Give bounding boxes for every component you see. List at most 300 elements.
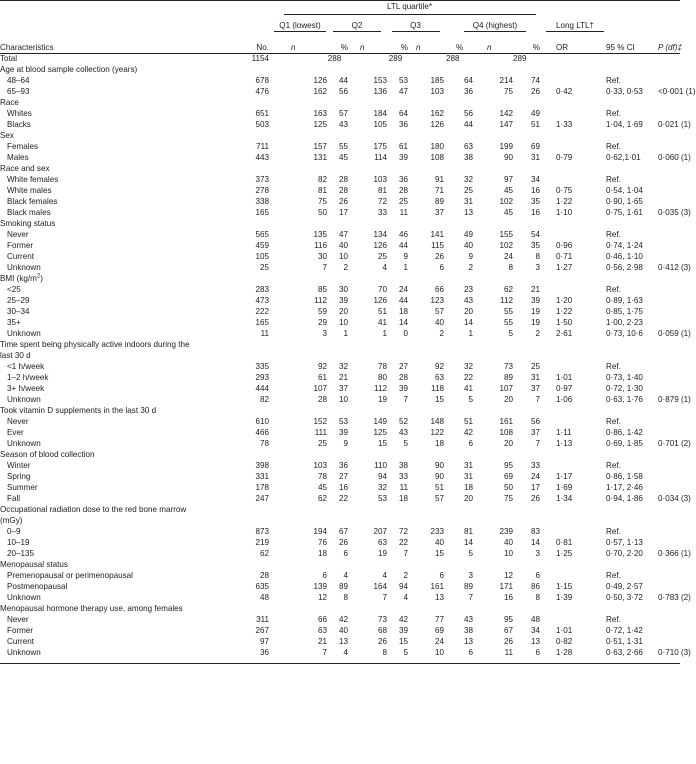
cell-q4-pct: 51 xyxy=(530,120,540,129)
group-header-row xyxy=(0,219,680,230)
row-label: Spring xyxy=(7,472,31,481)
row-label: Former xyxy=(7,241,34,250)
cell-p: 0·412 (3) xyxy=(658,263,691,272)
cell-no: 78 xyxy=(259,439,269,448)
cell-p xyxy=(658,285,680,296)
cell-q4-pct: 69 xyxy=(530,142,540,151)
cell-q4-pct: 8 xyxy=(535,593,540,602)
cell-no: 503 xyxy=(255,120,269,129)
cell-no: 373 xyxy=(255,175,269,184)
cell-ci: 0·33, 0·53 xyxy=(606,87,643,96)
table-row xyxy=(0,483,680,494)
cell-or: 1·13 xyxy=(556,439,573,448)
row-label: Winter xyxy=(7,461,31,470)
cell-q3-n: 180 xyxy=(430,142,444,151)
cell-q1-pct: 67 xyxy=(338,527,348,536)
row-label: Unknown xyxy=(7,263,41,272)
row-label: Males xyxy=(7,153,29,162)
row-label: Black females xyxy=(7,197,58,206)
table-row xyxy=(0,373,680,384)
cell-ci: Ref. xyxy=(606,76,621,85)
cell-no: 311 xyxy=(256,615,269,624)
cell-q3-pct: 32 xyxy=(463,175,473,184)
cell-q4-n: 147 xyxy=(499,120,513,129)
cell-q4-pct: 3 xyxy=(535,549,540,558)
group-header-row xyxy=(0,164,680,175)
cell-or: 2·61 xyxy=(556,329,573,338)
cell-q1-n: 116 xyxy=(314,241,327,250)
long-ltl-header: Long LTL† xyxy=(546,21,604,32)
cell-q1-n: 59 xyxy=(317,307,327,316)
table-row xyxy=(0,571,680,582)
cell-q3-pct: 63 xyxy=(463,142,473,151)
cell-no: 178 xyxy=(255,483,269,492)
cell-q3-n: 57 xyxy=(434,494,444,503)
table-header xyxy=(0,1,680,54)
cell-q2-n: 125 xyxy=(373,428,387,437)
cell-q4-pct: 6 xyxy=(535,648,540,657)
cell-q1-n: 18 xyxy=(317,549,327,558)
cell-q1-pct: 20 xyxy=(338,307,348,316)
table-row xyxy=(0,439,680,450)
cell-q2-n: 19 xyxy=(377,395,387,404)
cell-q2-n: 149 xyxy=(373,417,387,426)
cell-q1-pct: 13 xyxy=(338,637,348,646)
cell-q4-pct: 37 xyxy=(530,384,540,393)
cell-no: 711 xyxy=(256,142,269,151)
row-label: 20–135 xyxy=(7,549,35,558)
row-label: Former xyxy=(7,626,34,635)
cell-q2-n: 103 xyxy=(373,175,387,184)
cell-q2-n: 136 xyxy=(373,87,387,96)
cell-q3-n: 162 xyxy=(430,109,444,118)
cell-ci: 0·90, 1·65 xyxy=(606,197,643,206)
cell-or: 1·27 xyxy=(556,263,573,272)
cell-q4-pct: 86 xyxy=(530,582,540,591)
cell-q4-pct: 31 xyxy=(530,373,540,382)
ci-header: 95 % CI xyxy=(606,43,635,52)
cell-q4-n: 12 xyxy=(503,571,513,580)
cell-q1-pct: 2 xyxy=(343,263,348,272)
cell-p xyxy=(658,362,680,373)
cell-q1-n: 63 xyxy=(317,626,327,635)
cell-q3-pct: 3 xyxy=(468,571,473,580)
cell-or: 0·96 xyxy=(556,241,573,250)
row-label: Whites xyxy=(7,109,32,118)
cell-q4-pct: 56 xyxy=(530,417,540,426)
group-header-row xyxy=(0,274,680,285)
table-row xyxy=(0,296,680,307)
cell-no: 105 xyxy=(255,252,269,261)
row-label: 1–2 h/week xyxy=(7,373,49,382)
cell-q4-n: 8 xyxy=(508,263,513,272)
cell-q2-pct: 42 xyxy=(398,615,408,624)
row-label: Unknown xyxy=(7,329,41,338)
cell-q4-pct: 16 xyxy=(530,186,540,195)
group-header-row xyxy=(0,450,680,461)
cell-q2-n: 4 xyxy=(382,571,387,580)
cell-q1-pct: 55 xyxy=(338,142,348,151)
table-row xyxy=(0,153,680,164)
cell-p xyxy=(658,417,680,428)
table-row xyxy=(0,285,680,296)
cell-q2-pct: 43 xyxy=(398,428,408,437)
cell-q2-n: 32 xyxy=(377,483,387,492)
table-row xyxy=(0,395,680,406)
q4-n-header: n xyxy=(487,43,492,52)
cell-q3-pct: 13 xyxy=(463,637,473,646)
cell-q4-n: 55 xyxy=(503,307,513,316)
cell-p xyxy=(658,428,680,439)
cell-q2-pct: 0 xyxy=(403,329,408,338)
cell-q4-pct: 26 xyxy=(530,87,540,96)
cell-q4-n: 16 xyxy=(503,593,513,602)
cell-q1-n: 288 xyxy=(327,54,342,63)
cell-q2-n: 41 xyxy=(377,318,387,327)
cell-q3-n: 71 xyxy=(434,186,444,195)
cell-q2-pct: 18 xyxy=(398,307,408,316)
cell-ci: Ref. xyxy=(606,109,621,118)
cell-no: 443 xyxy=(255,153,269,162)
cell-q3-pct: 36 xyxy=(463,87,473,96)
cell-q3-n: 13 xyxy=(434,593,444,602)
cell-q1-pct: 39 xyxy=(338,296,348,305)
cell-q1-n: 126 xyxy=(313,76,327,85)
cell-q2-n: 126 xyxy=(373,241,387,250)
cell-q3-pct: 23 xyxy=(463,285,473,294)
cell-ci: Ref. xyxy=(606,527,621,536)
cell-q2-n: 26 xyxy=(377,637,387,646)
table-row xyxy=(0,626,680,637)
cell-q1-n: 131 xyxy=(313,153,327,162)
cell-q4-n: 161 xyxy=(499,417,513,426)
cell-no: 338 xyxy=(255,197,269,206)
cell-q2-pct: 39 xyxy=(398,153,408,162)
cell-q1-pct: 37 xyxy=(338,384,348,393)
ltl-quartile-header: LTL quartile* xyxy=(284,2,536,15)
cell-ci: 0·94, 1·86 xyxy=(606,494,643,503)
cell-q3-pct: 40 xyxy=(463,241,473,250)
cell-p xyxy=(658,571,680,582)
row-label: <25 xyxy=(7,285,21,294)
q2-n-header: n xyxy=(360,43,365,52)
cell-q1-pct: 6 xyxy=(343,549,348,558)
group-label: Time spent being physically active indoors during the xyxy=(0,340,190,349)
cell-q1-pct: 39 xyxy=(338,428,348,437)
cell-q4-n: 155 xyxy=(499,230,513,239)
cell-q3-pct: 25 xyxy=(463,186,473,195)
cell-q3-pct: 9 xyxy=(468,252,473,261)
cell-p: 0·034 (3) xyxy=(658,494,691,503)
cell-q3-n: 122 xyxy=(430,428,444,437)
cell-no: 476 xyxy=(255,87,269,96)
cell-q4-n: 75 xyxy=(503,87,513,96)
cell-q1-n: 112 xyxy=(314,296,327,305)
table-row xyxy=(0,417,680,428)
cell-or xyxy=(556,615,594,626)
cell-no: 222 xyxy=(255,307,269,316)
cell-q1-n: 78 xyxy=(317,472,327,481)
cell-q4-pct: 8 xyxy=(535,252,540,261)
cell-or: 1·11 xyxy=(556,428,572,437)
cell-q3-pct: 18 xyxy=(463,483,473,492)
cell-ci: 0·75, 1·61 xyxy=(606,208,643,217)
cell-q4-pct: 48 xyxy=(530,615,540,624)
cell-q4-n: 67 xyxy=(503,626,513,635)
cell-q1-n: 61 xyxy=(317,373,327,382)
group-label: Menopausal hormone therapy use, among females xyxy=(0,604,183,613)
row-label: 35+ xyxy=(7,318,21,327)
cell-or: 1·69 xyxy=(556,483,573,492)
row-label: 65–93 xyxy=(7,87,30,96)
cell-q1-n: 3 xyxy=(322,329,327,338)
cell-q4-n: 20 xyxy=(503,395,513,404)
cell-q3-n: 115 xyxy=(431,241,444,250)
cell-p xyxy=(658,241,680,252)
cell-q4-n: 95 xyxy=(503,615,513,624)
cell-q2-n: 289 xyxy=(388,54,403,63)
cell-p xyxy=(658,307,680,318)
cell-q3-pct: 20 xyxy=(463,307,473,316)
cell-ci xyxy=(604,54,658,66)
cell-q1-pct: 16 xyxy=(338,483,348,492)
cell-p xyxy=(658,615,680,626)
cell-p xyxy=(658,318,680,329)
cell-q2-pct: 61 xyxy=(398,142,408,151)
cell-p xyxy=(658,538,680,549)
cell-q4-n: 24 xyxy=(503,252,513,261)
cell-q1-pct: 10 xyxy=(338,395,348,404)
cell-p xyxy=(658,637,680,648)
cell-q4-n: 26 xyxy=(503,637,513,646)
cell-ci: 1·04, 1·69 xyxy=(606,120,643,129)
table-body xyxy=(0,54,696,660)
cell-q4-n: 40 xyxy=(503,538,513,547)
cell-p: 0·060 (1) xyxy=(658,153,691,162)
cell-q4-pct: 83 xyxy=(530,527,540,536)
cell-ci: 0·73, 1·40 xyxy=(606,373,643,382)
group-label: Took vitamin D supplements in the last 30 d xyxy=(0,406,157,415)
cell-q3-pct: 5 xyxy=(468,549,473,558)
cell-q2-pct: 4 xyxy=(403,593,408,602)
cell-ci: Ref. xyxy=(606,230,621,239)
cell-ci: 0·72, 1·42 xyxy=(606,626,643,635)
cell-p: 0·021 (1) xyxy=(658,120,691,129)
characteristics-header: Characteristics xyxy=(0,43,54,52)
table-row xyxy=(0,252,680,263)
table-row xyxy=(0,593,680,604)
cell-q2-pct: 7 xyxy=(403,395,408,404)
cell-q3-pct: 43 xyxy=(463,615,473,624)
q1-n-header: n xyxy=(291,43,296,52)
cell-q3-n: 288 xyxy=(446,54,460,63)
row-label: Fall xyxy=(7,494,21,503)
cell-q3-n: 91 xyxy=(434,175,444,184)
row-label: Postmenopausal xyxy=(7,582,68,591)
cell-q1-n: 163 xyxy=(313,109,327,118)
cell-q1-pct: 22 xyxy=(338,494,348,503)
row-label: Never xyxy=(7,417,29,426)
cell-ci: 0·49, 2·57 xyxy=(606,582,643,591)
cell-q4-n: 11 xyxy=(504,648,513,657)
cell-ci: 0·63, 2·66 xyxy=(606,648,643,657)
cell-q3-n: 24 xyxy=(434,637,444,646)
cell-or xyxy=(556,527,594,538)
table-row xyxy=(0,582,680,593)
cell-no: 48 xyxy=(259,593,269,602)
cell-ci: Ref. xyxy=(606,417,621,426)
cell-q3-pct: 31 xyxy=(463,472,473,481)
cell-or: 1·20 xyxy=(556,296,573,305)
cell-q2-n: 94 xyxy=(377,472,387,481)
table-row xyxy=(0,329,680,340)
cell-q1-pct: 21 xyxy=(338,373,348,382)
cell-or xyxy=(556,109,594,120)
table-row xyxy=(0,208,680,219)
cell-q4-pct: 3 xyxy=(535,263,540,272)
cell-q4-n: 45 xyxy=(503,208,513,217)
cell-no: 278 xyxy=(255,186,269,195)
cell-q2-n: 73 xyxy=(377,615,387,624)
cell-q4-pct: 6 xyxy=(535,571,540,580)
row-label: 0–9 xyxy=(7,527,21,536)
group-label-end: ) xyxy=(40,274,43,283)
cell-q3-pct: 38 xyxy=(463,626,473,635)
row-label: Unknown xyxy=(7,395,41,404)
cell-ci: 0·51, 1·31 xyxy=(606,637,643,646)
group-label-superscript: 2 xyxy=(36,273,41,280)
q3-pct-header: % xyxy=(456,43,464,52)
cell-ci: Ref. xyxy=(606,615,621,624)
cell-q3-n: 92 xyxy=(434,362,444,371)
cell-or xyxy=(556,230,594,241)
group-header-row-continued xyxy=(0,516,680,527)
cell-q1-pct: 42 xyxy=(338,615,348,624)
cell-or: 0·71 xyxy=(556,252,573,261)
table-row xyxy=(0,109,680,120)
cell-q4-pct: 33 xyxy=(530,461,540,470)
cell-p xyxy=(658,76,680,87)
cell-p: 0·879 (1) xyxy=(658,395,691,404)
cell-q1-pct: 47 xyxy=(338,230,348,239)
cell-q1-pct: 44 xyxy=(338,76,348,85)
cell-q2-n: 175 xyxy=(373,142,387,151)
cell-no: 28 xyxy=(259,571,269,580)
cell-q4-pct: 21 xyxy=(530,285,540,294)
group-label: Smoking status xyxy=(0,219,56,228)
cell-q2-pct: 5 xyxy=(403,648,408,657)
row-label: Total xyxy=(0,54,18,63)
cell-or: 1·01 xyxy=(556,373,573,382)
cell-ci: 0·63, 1·76 xyxy=(606,395,643,404)
table-row xyxy=(0,197,680,208)
cell-q2-pct: 22 xyxy=(398,538,408,547)
cell-q3-pct: 13 xyxy=(463,208,473,217)
cell-q2-n: 19 xyxy=(377,549,387,558)
cell-or xyxy=(556,461,594,472)
cell-q1-n: 82 xyxy=(317,175,327,184)
cell-q1-pct: 89 xyxy=(338,582,348,591)
row-label: White females xyxy=(7,175,59,184)
cell-or xyxy=(556,175,594,186)
cell-q4-n: 102 xyxy=(499,241,513,250)
cell-p xyxy=(658,296,680,307)
cell-q2-n: 70 xyxy=(377,285,387,294)
cell-p: 0·035 (3) xyxy=(658,208,691,217)
cell-q3-n: 233 xyxy=(430,527,444,536)
cell-q2-pct: 33 xyxy=(398,472,408,481)
cell-q3-n: 6 xyxy=(439,263,444,272)
cell-q4-n: 171 xyxy=(499,582,513,591)
cell-q1-n: 194 xyxy=(313,527,327,536)
cell-q3-n: 57 xyxy=(434,307,444,316)
cell-q4-pct: 7 xyxy=(535,395,540,404)
table-row xyxy=(0,648,680,659)
cell-p: 0·783 (2) xyxy=(658,593,691,602)
group-label: Menopausal status xyxy=(0,560,68,569)
cell-p xyxy=(658,186,680,197)
cell-q2-pct: 7 xyxy=(403,549,408,558)
cell-no: 459 xyxy=(255,241,269,250)
cell-no: 651 xyxy=(255,109,269,118)
cell-q4-pct: 2 xyxy=(535,329,540,338)
cell-or xyxy=(556,76,594,87)
cell-q1-pct: 1 xyxy=(343,329,348,338)
cell-q4-n: 90 xyxy=(503,153,513,162)
cell-no: 873 xyxy=(255,527,269,536)
cell-q3-n: 6 xyxy=(439,571,444,580)
cell-p: 0·059 (1) xyxy=(658,329,691,338)
cell-q1-pct: 26 xyxy=(338,197,348,206)
cell-q1-n: 45 xyxy=(317,483,327,492)
row-label: 48–64 xyxy=(7,76,30,85)
row-label: Blacks xyxy=(7,120,31,129)
cell-q2-pct: 52 xyxy=(398,417,408,426)
cell-q3-n: 77 xyxy=(434,615,444,624)
cell-ci: 0·89, 1·63 xyxy=(606,296,643,305)
cell-q2-n: 25 xyxy=(377,252,387,261)
cell-q2-n: 72 xyxy=(377,197,387,206)
cell-q2-pct: 28 xyxy=(398,186,408,195)
cell-or: 0·82 xyxy=(556,637,573,646)
cell-q1-pct: 40 xyxy=(338,626,348,635)
group-header-row xyxy=(0,505,680,516)
cell-q1-n: 107 xyxy=(313,384,327,393)
no-header: No. xyxy=(256,43,269,52)
cell-q4-pct: 24 xyxy=(530,472,540,481)
cell-q1-n: 76 xyxy=(317,538,327,547)
cell-q2-pct: 27 xyxy=(398,362,408,371)
cell-no: 466 xyxy=(255,428,269,437)
cell-or: 1·22 xyxy=(556,197,573,206)
cell-no: 11 xyxy=(260,329,269,338)
cell-q3-pct: 5 xyxy=(468,395,473,404)
cell-q4-n: 10 xyxy=(503,549,513,558)
row-label: <1 h/week xyxy=(7,362,45,371)
cell-q3-n: 148 xyxy=(430,417,444,426)
cell-p xyxy=(658,252,680,263)
group-label: Season of blood collection xyxy=(0,450,95,459)
cell-q4-pct: 26 xyxy=(530,494,540,503)
cell-q1-n: 125 xyxy=(313,120,327,129)
table-row xyxy=(0,230,680,241)
cell-q3-pct: 64 xyxy=(463,76,473,85)
cell-q3-n: 15 xyxy=(434,395,444,404)
cell-q1-pct: 43 xyxy=(338,120,348,129)
cell-q1-n: 6 xyxy=(322,571,327,580)
cell-no: 165 xyxy=(255,208,269,217)
cell-q4-pct: 7 xyxy=(535,439,540,448)
